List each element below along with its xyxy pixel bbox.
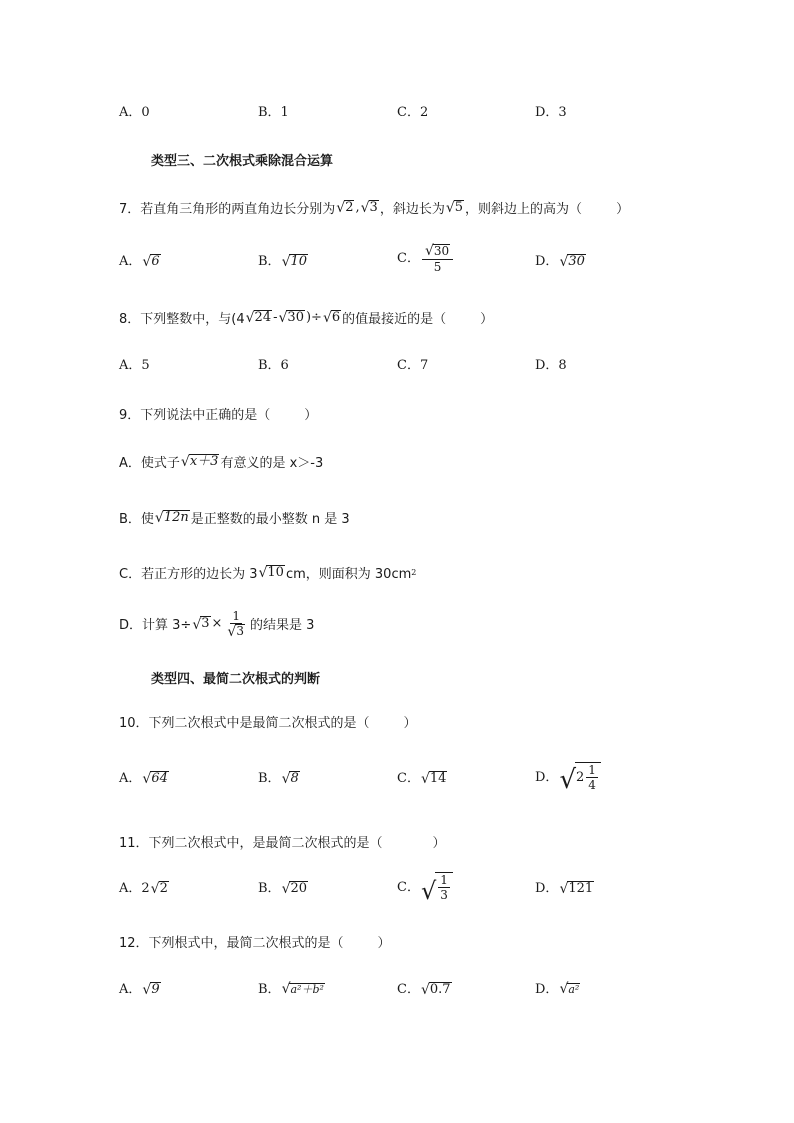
option-d [535, 881, 595, 896]
option-label: A． [119, 982, 142, 998]
sqrt-expression: √ a²＋b² [281, 981, 324, 997]
sqrt-expression: √ 30 [559, 254, 585, 271]
sqrt-expression: √ 14 [420, 771, 447, 788]
option-c [397, 771, 448, 786]
sqrt-expression: √ 0.7 [420, 982, 451, 999]
option-label: A． [119, 771, 142, 787]
coefficient: 2 [141, 881, 150, 897]
sqrt-expression: √ x＋3 [180, 453, 219, 471]
q11-text: 11．下列二次根式中，是最简二次根式的是（ [119, 836, 383, 851]
option-a: A．0 [119, 105, 150, 120]
option-text: D．计算 3÷ [119, 618, 192, 634]
fraction: √ 30 5 [422, 244, 453, 274]
option-label: C． [397, 879, 420, 895]
sqrt-expression: √ 5 [445, 199, 464, 217]
option-text: C．若正方形的边长为 3 [119, 567, 258, 582]
option-b: B．6 [258, 358, 289, 373]
section-heading-3: 类型三、二次根式乘除混合运算 [151, 154, 334, 169]
q9-text: 9．下列说法中正确的是（ [119, 408, 271, 423]
option-text: B．使 [119, 512, 154, 527]
q12-close: ） [377, 936, 391, 951]
option-text-suffix: 有意义的是 x＞-3 [220, 456, 324, 471]
sqrt-expression: √ 6 [142, 254, 160, 271]
option-text-suffix: 的结果是 3 [249, 618, 315, 634]
sqrt-expression: √ 2 [150, 881, 168, 898]
q7-text-mid: ，斜边长为 [379, 202, 445, 217]
sqrt-expression: √ 10 [258, 564, 284, 582]
sqrt-expression: √ 12n [154, 509, 189, 527]
option-label: C． [397, 771, 420, 787]
option-b [258, 881, 309, 896]
sqrt-expression: √ 20 [281, 881, 308, 898]
q9-option-a [119, 452, 323, 471]
fraction: 1 √ 3 [227, 609, 244, 640]
option-label: D． [535, 769, 559, 785]
q10-text: 10．下列二次根式中是最简二次根式的是（ [119, 716, 370, 731]
question-12 [119, 932, 391, 951]
option-label: C． [397, 251, 420, 267]
option-text-suffix: 是正整数的最小整数 n 是 3 [190, 512, 350, 527]
option-label: B． [258, 254, 281, 270]
option-a [119, 982, 162, 997]
sqrt-expression: √ 24 [245, 309, 272, 327]
sqrt-expression: √ $\frac{1}{3}$ [421, 872, 453, 903]
sqrt-expression: √ 121 [559, 881, 594, 898]
sqrt-expression: √ 9 [142, 982, 160, 999]
option-d [535, 254, 587, 269]
option-d: D．8 [535, 358, 567, 373]
q12-text: 12．下列根式中，最简二次根式的是（ [119, 936, 344, 951]
question-7: 7．若直角三角形的两直角边长分别为 √ 2 , √ 3 ，斜边长为 √ 5 ，则斜边上的高为（ ） [119, 199, 630, 217]
question-10 [119, 712, 417, 731]
sqrt-expression: √ 2 [336, 199, 354, 217]
q10-close: ） [403, 716, 417, 731]
q9-close: ） [304, 408, 318, 423]
q7-text-suffix: ，则斜边上的高为（ [465, 202, 583, 217]
option-b [258, 771, 301, 786]
option-label: D． [535, 981, 559, 997]
q9-option-b [119, 508, 350, 527]
option-label: A． [119, 254, 142, 270]
q7-text: 7．若直角三角形的两直角边长分别为 [119, 202, 336, 217]
option-b: B．1 [258, 105, 289, 120]
minus-sign: - [273, 310, 278, 325]
option-c: C．2 [397, 105, 429, 120]
option-text-mid: cm，则面积为 30cm [285, 567, 412, 582]
section-heading-4: 类型四、最简二次根式的判断 [151, 672, 321, 687]
divide-sign: )÷ [305, 310, 322, 325]
q7-close: ） [616, 202, 630, 217]
superscript: 2 [411, 568, 417, 577]
option-b [258, 982, 326, 996]
option-label: A． [119, 881, 142, 897]
option-label: D． [535, 881, 559, 897]
option-label: B． [258, 771, 281, 787]
option-label: C． [397, 982, 420, 998]
sqrt-expression: √ 64 [142, 771, 168, 788]
option-label: B． [258, 881, 281, 897]
option-a [119, 881, 170, 896]
times-sign: × [211, 616, 223, 632]
option-text: A．使式子 [119, 456, 180, 471]
q8-text: 8．下列整数中，与(4 [119, 312, 245, 327]
sqrt-expression: √ 3 [192, 616, 210, 633]
sqrt-expression: √ 8 [281, 771, 299, 788]
option-c [397, 982, 453, 997]
q9-option-c [119, 563, 416, 582]
option-d: D．3 [535, 105, 567, 120]
option-label: D． [535, 254, 559, 270]
q8-text-suffix: 的值最接近的是（ [342, 312, 447, 327]
option-d [535, 982, 581, 996]
option-a [119, 254, 162, 269]
option-c [397, 244, 455, 274]
option-c: C．7 [397, 358, 429, 373]
option-c [397, 872, 454, 903]
question-11 [119, 832, 446, 851]
q9-option-d [119, 609, 314, 639]
question-8 [119, 308, 493, 327]
sqrt-expression: √ 6 [322, 309, 341, 327]
option-a [119, 771, 170, 786]
option-b [258, 254, 309, 269]
q8-close: ） [480, 312, 494, 327]
sqrt-expression: √ 3 [360, 199, 378, 217]
sqrt-expression: √ 30 [278, 309, 304, 327]
sqrt-expression: √ 10 [281, 254, 308, 271]
sqrt-expression: √ a² [559, 981, 580, 997]
sqrt-expression: √ 2 $\frac{1}{4}$ [559, 762, 601, 793]
option-a: A．5 [119, 358, 150, 373]
question-9 [119, 404, 317, 423]
q11-close: ） [432, 836, 446, 851]
option-label: B． [258, 981, 281, 997]
option-d [535, 762, 602, 793]
